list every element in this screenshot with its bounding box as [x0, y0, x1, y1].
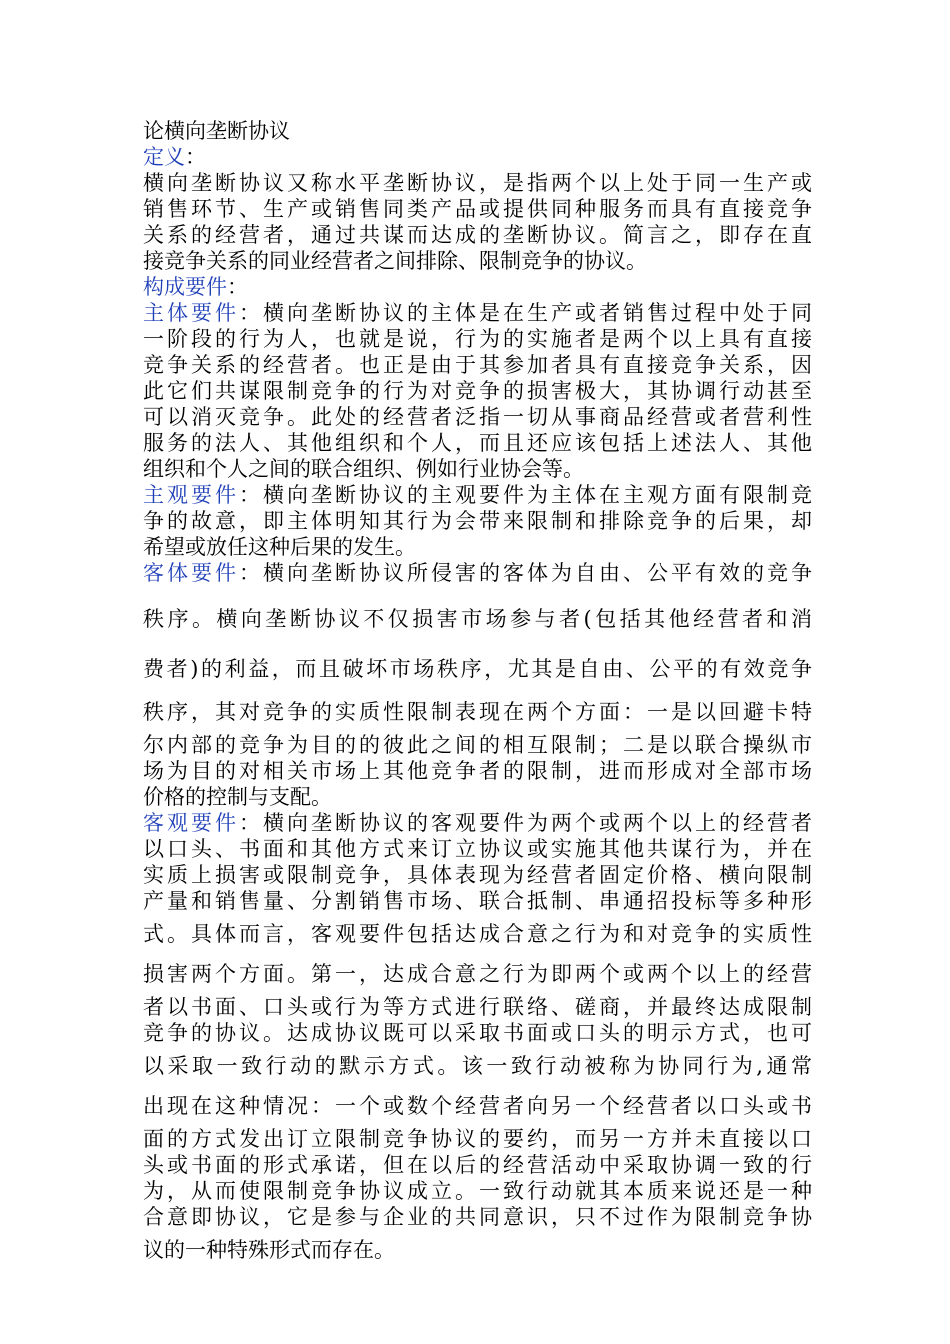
subject-label: 主体要件: [143, 301, 239, 325]
document-title: 论横向垄断协议: [143, 119, 290, 143]
text-line: [143, 482, 812, 508]
subjective-label: 主观要件: [143, 483, 239, 507]
text-line: 以采取一致行动的默示方式。该一致行动被称为协同行为,通常: [143, 1054, 812, 1078]
text-line: 头或书面的形式承诺，但在以后的经营活动中采取协调一致的行: [143, 1153, 812, 1177]
elements-colon: ：: [227, 275, 248, 299]
objective-first-text: ：横向垄断协议的客观要件为两个或两个以上的经营者: [239, 811, 812, 835]
subject-paragraph: [143, 300, 812, 482]
objective-paragraph: [143, 810, 812, 1270]
text-line: [143, 300, 812, 326]
text-line: 服务的法人、其他组织和个人，而且还应该包括上述法人、其他: [143, 431, 812, 455]
text-line: 一阶段的行为人，也就是说，行为的实施者是两个以上具有直接: [143, 327, 812, 351]
object-label: 客体要件: [143, 561, 239, 585]
text-line: 费者)的利益，而且破坏市场秩序，尤其是自由、公平的有效竞争: [143, 657, 812, 681]
elements-heading: [143, 274, 812, 300]
text-line: 希望或放任这种后果的发生。: [143, 535, 416, 559]
subjective-paragraph: [143, 482, 812, 560]
text-line: 可以消灭竞争。此处的经营者泛指一切从事商品经营或者营利性: [143, 405, 812, 429]
text-line: 横向垄断协议又称水平垄断协议，是指两个以上处于同一生产或: [143, 171, 812, 195]
text-line: 以口头、书面和其他方式来订立协议或实施其他共谋行为，并在: [143, 837, 812, 861]
text-line: 关系的经营者，通过共谋而达成的垄断协议。简言之，即存在直: [143, 223, 812, 247]
text-line: 者以书面、口头或行为等方式进行联络、磋商，并最终达成限制: [143, 995, 812, 1019]
text-line: 组织和个人之间的联合组织、例如行业协会等。: [143, 457, 584, 481]
definition-paragraph: [143, 170, 812, 274]
text-line: 秩序，其对竞争的实质性限制表现在两个方面：一是以回避卡特: [143, 700, 812, 724]
text-line: 尔内部的竞争为目的的彼此之间的相互限制；二是以联合操纵市: [143, 733, 812, 757]
text-line: 场为目的对相关市场上其他竞争者的限制，进而形成对全部市场: [143, 759, 812, 783]
object-first-text: ：横向垄断协议所侵害的客体为自由、公平有效的竞争: [239, 561, 812, 585]
objective-label: 客观要件: [143, 811, 239, 835]
text-line: 式。具体而言，客观要件包括达成合意之行为和对竞争的实质性: [143, 922, 812, 946]
text-line: 秩序。横向垄断协议不仅损害市场参与者(包括其他经营者和消: [143, 607, 812, 631]
text-line: 产量和销售量、分割销售市场、联合抵制、串通招投标等多种形: [143, 889, 812, 913]
text-line: 出现在这种情况：一个或数个经营者向另一个经营者以口头或书: [143, 1094, 812, 1118]
elements-label: 构成要件: [143, 275, 227, 299]
text-line: 实质上损害或限制竞争，具体表现为经营者固定价格、横向限制: [143, 863, 812, 887]
object-paragraph: [143, 560, 812, 810]
text-line: 损害两个方面。第一，达成合意之行为即两个或两个以上的经营: [143, 962, 812, 986]
text-line: [143, 560, 812, 586]
text-line: 接竞争关系的同业经营者之间排除、限制竞争的协议。: [143, 249, 647, 273]
text-line: 为，从而使限制竞争协议成立。一致行动就其本质来说还是一种: [143, 1179, 812, 1203]
text-line: 合意即协议，它是参与企业的共同意识，只不过作为限制竞争协: [143, 1205, 812, 1229]
definition-label: 定义: [143, 145, 185, 169]
text-line: [143, 810, 812, 836]
subject-first-text: ：横向垄断协议的主体是在生产或者销售过程中处于同: [239, 301, 812, 325]
text-line: 竞争的协议。达成协议既可以采取书面或口头的明示方式，也可: [143, 1021, 812, 1045]
text-line: 竞争关系的经营者。也正是由于其参加者具有直接竞争关系，因: [143, 353, 812, 377]
definition-colon: ：: [185, 145, 206, 169]
text-line: 此它们共谋限制竞争的行为对竞争的损害极大，其协调行动甚至: [143, 379, 812, 403]
text-line: 价格的控制与支配。: [143, 785, 332, 809]
definition-heading: [143, 144, 812, 170]
text-line: 议的一种特殊形式而存在。: [143, 1238, 395, 1262]
text-line: 争的故意，即主体明知其行为会带来限制和排除竞争的后果，却: [143, 509, 812, 533]
text-line: 销售环节、生产或销售同类产品或提供同种服务而具有直接竞争: [143, 197, 812, 221]
text-line: 面的方式发出订立限制竞争协议的要约，而另一方并未直接以口: [143, 1127, 812, 1151]
subjective-first-text: ：横向垄断协议的主观要件为主体在主观方面有限制竞: [239, 483, 812, 507]
